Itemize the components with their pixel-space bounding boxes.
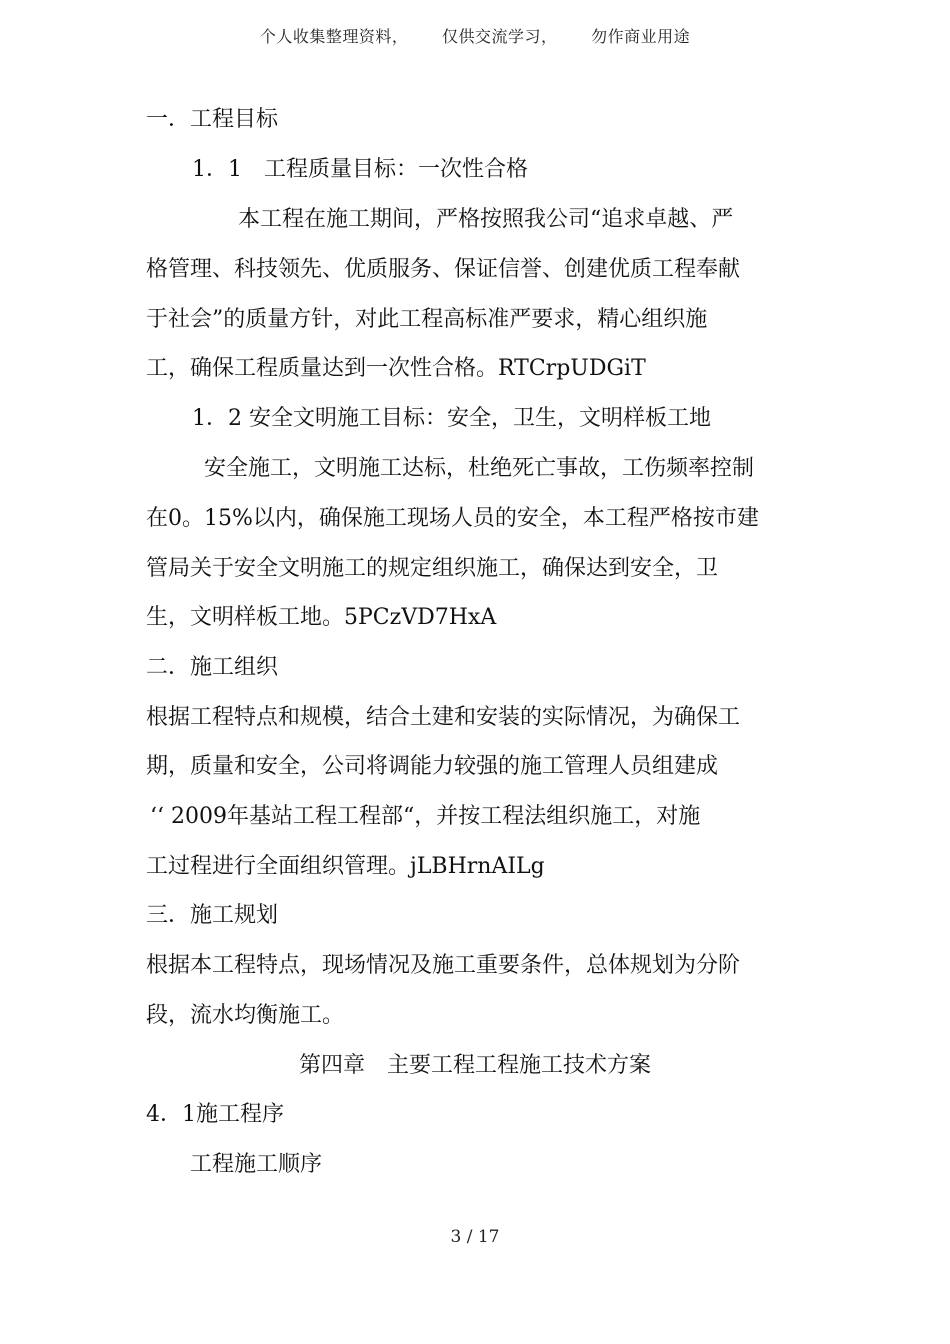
page-number: 3 / 17 xyxy=(450,1227,500,1247)
paragraph-line: 工程施工顺序 xyxy=(190,1152,323,1177)
paragraph-line: 格管理、科技领先、优质服务、保证信誉、创建优质工程奉献 xyxy=(146,257,741,282)
subsection-heading-1-1: 1．1 工程质量目标：一次性合格 xyxy=(192,157,528,182)
paragraph-line: 段，流水均衡施工。 xyxy=(146,1003,345,1028)
paragraph-line: 生，文明样板工地。5PCzVD7HxA xyxy=(146,605,497,630)
paragraph-line: 在0。15%以内，确保施工现场人员的安全，本工程严格按市建 xyxy=(146,506,759,531)
page-header xyxy=(0,24,950,47)
paragraph-line: 期，质量和安全，公司将调能力较强的施工管理人员组建成 xyxy=(146,754,719,779)
header-note-3: 勿作商业用途 xyxy=(591,27,691,46)
paragraph-line: 工，确保工程质量达到一次性合格。RTCrpUDGiT xyxy=(146,356,646,381)
section-heading-1: 一．工程目标 xyxy=(146,107,279,132)
paragraph-line: 工过程进行全面组织管理。jLBHrnAILg xyxy=(146,854,545,879)
subsection-heading-4-1: 4．1施工程序 xyxy=(146,1102,284,1127)
header-note-2: 仅供交流学习， xyxy=(441,27,558,46)
paragraph-line: 本工程在施工期间，严格按照我公司“追求卓越、严 xyxy=(238,207,734,232)
chapter-title: 第四章 主要工程工程施工技术方案 xyxy=(298,1053,651,1078)
paragraph-line: 安全施工，文明施工达标，杜绝死亡事故，工伤频率控制 xyxy=(204,456,755,481)
subsection-heading-1-2: 1．2 安全文明施工目标：安全，卫生，文明样板工地 xyxy=(192,406,711,431)
paragraph-line: ‘‘ 2009年基站工程工程部“，并按工程法组织施工，对施 xyxy=(150,804,701,829)
paragraph-line: 根据工程特点和规模，结合土建和安装的实际情况，为确保工 xyxy=(146,705,741,730)
paragraph-line: 根据本工程特点，现场情况及施工重要条件，总体规划为分阶 xyxy=(146,953,741,978)
paragraph-line: 管局关于安全文明施工的规定组织施工，确保达到安全，卫 xyxy=(146,556,719,581)
section-heading-2: 二．施工组织 xyxy=(146,655,279,680)
paragraph-line: 于社会”的质量方针，对此工程高标准严要求，精心组织施 xyxy=(146,307,708,332)
section-heading-3: 三．施工规划 xyxy=(146,903,279,928)
header-note-1: 个人收集整理资料， xyxy=(259,27,409,46)
